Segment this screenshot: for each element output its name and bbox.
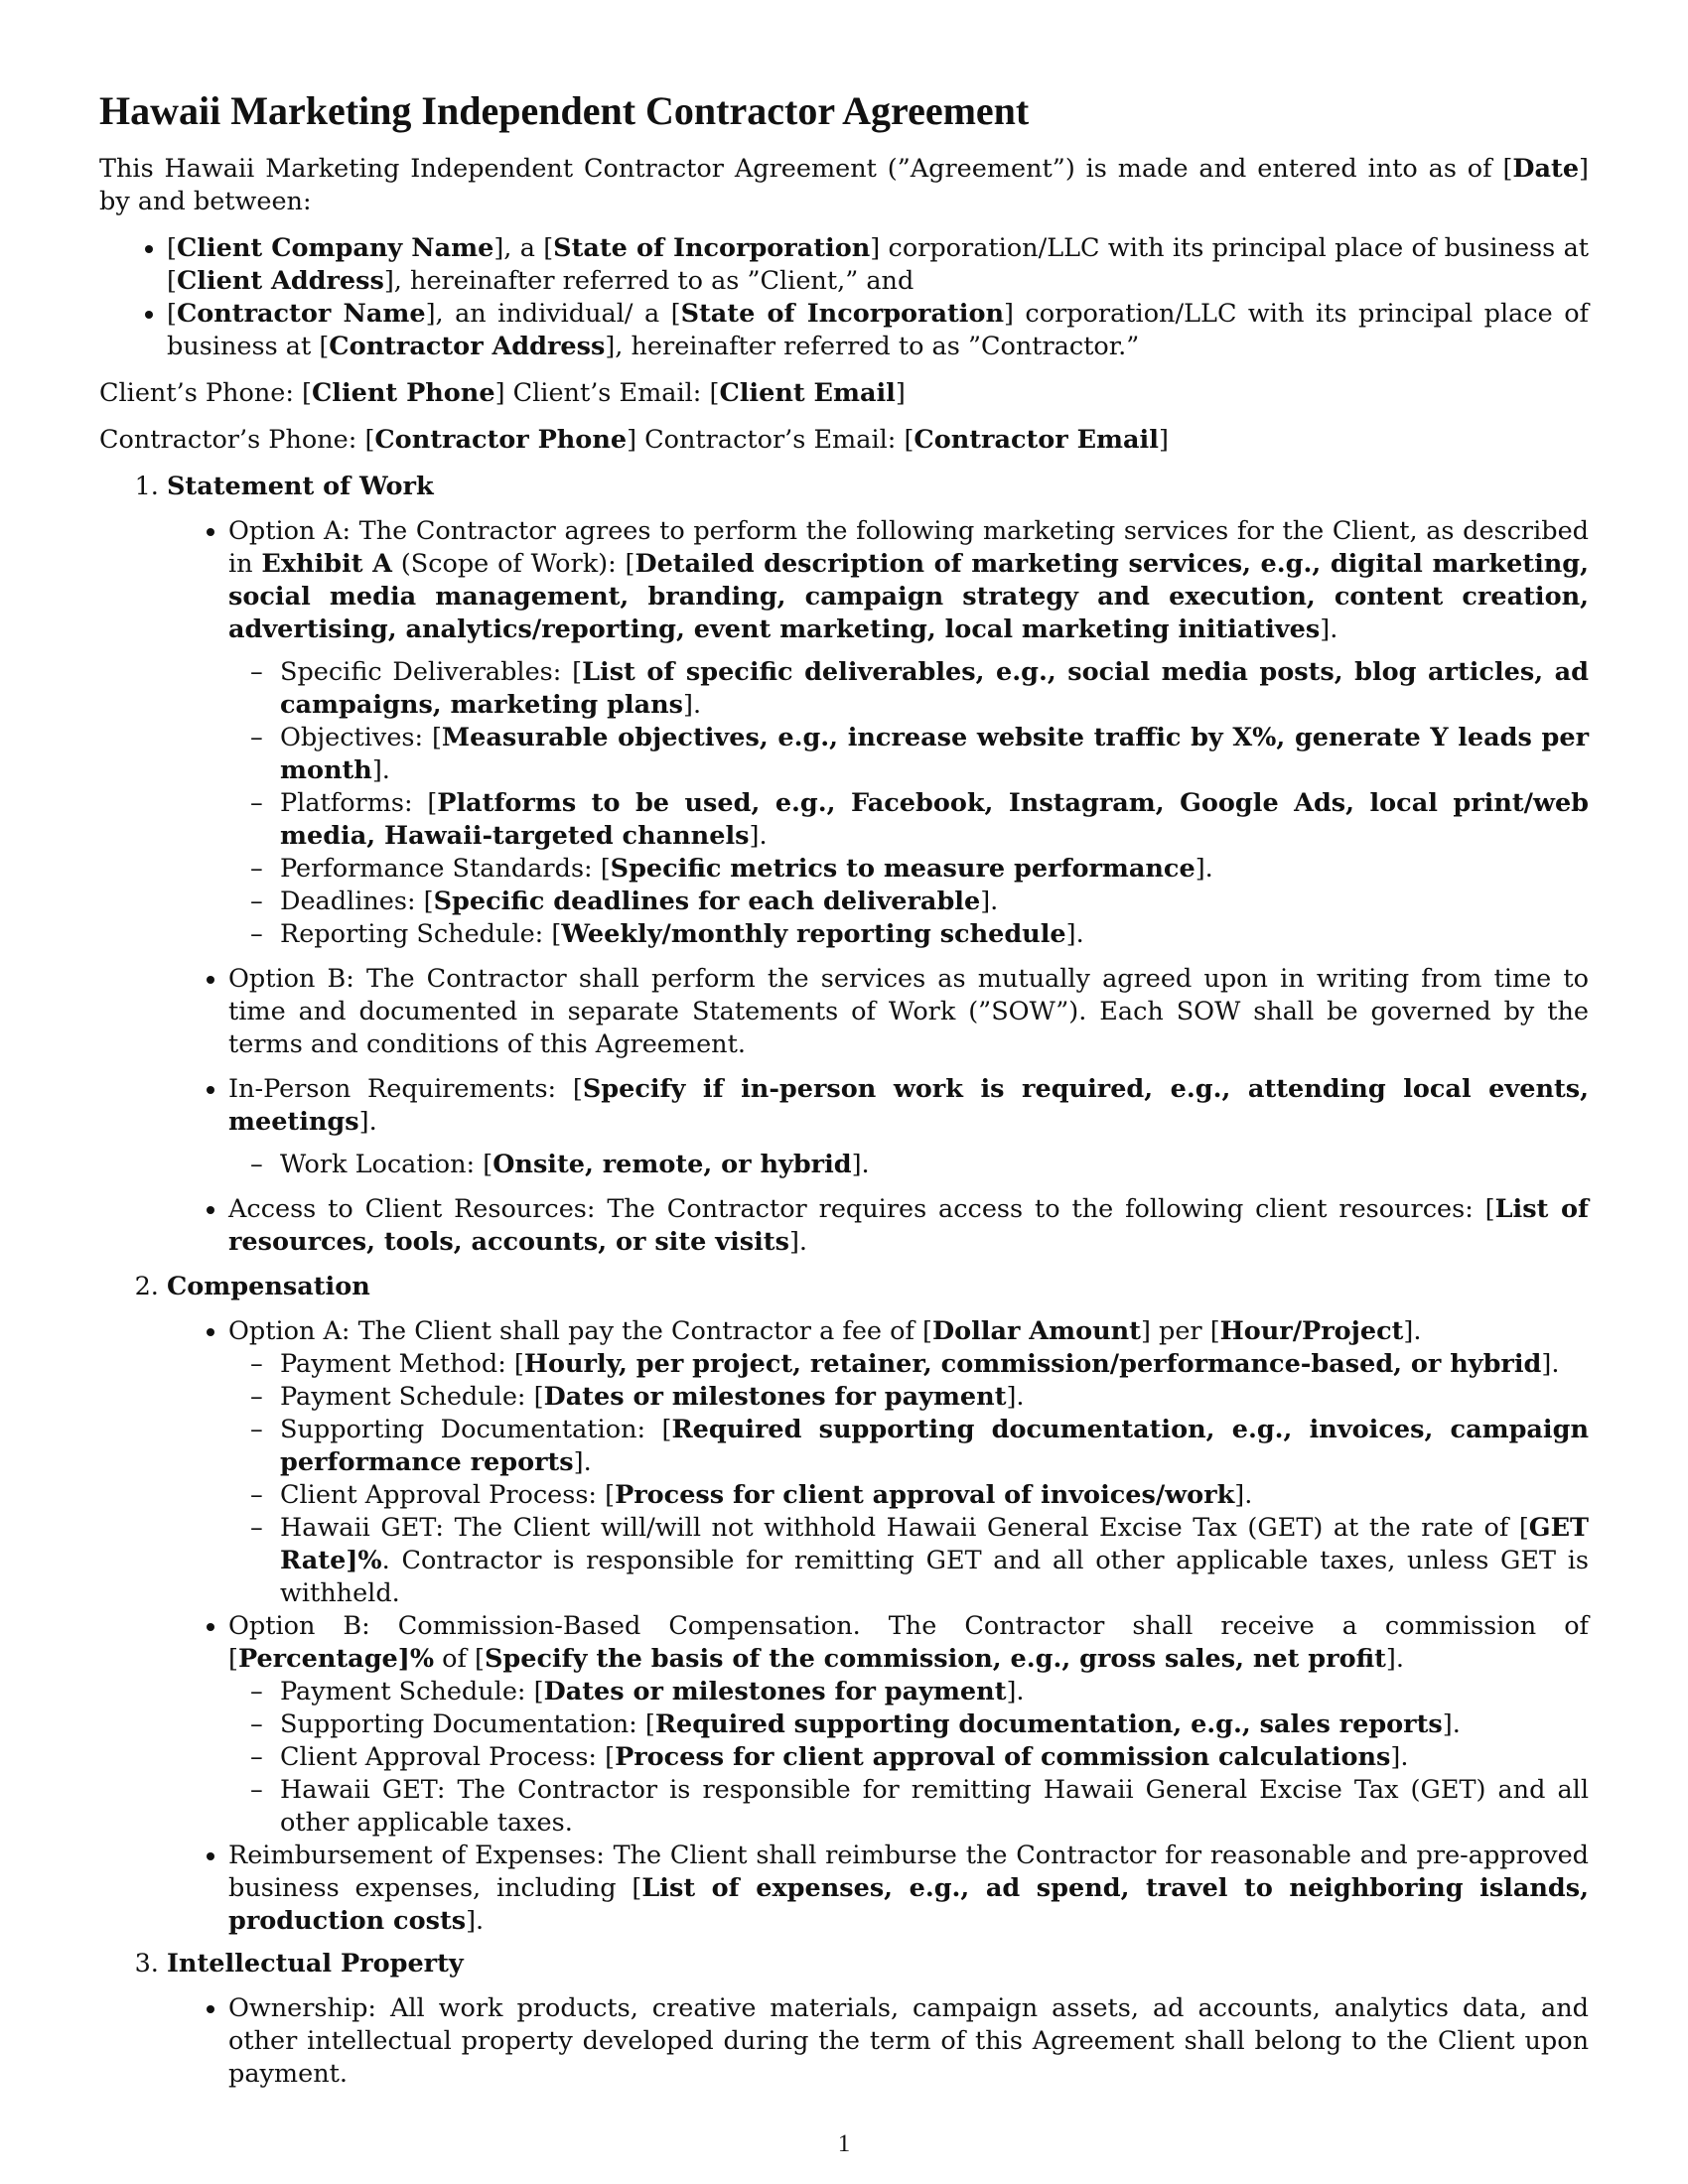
client-contact-line: Client’s Phone: [Client Phone] Client’s Email: [Client Email] [99,378,906,408]
document-page [99,87,1589,2103]
client-state-placeholder: State of Incorporation [553,233,871,263]
list-item: – Specific Deliverables: [List of specific deliverables, e.g., social media posts, blog articles, ad campaigns, marketing plans]. [280,656,1589,722]
party-contractor: • [Contractor Name], an individual/ a [State of Incorporation] corporation/LLC with its principal place of business at [Contractor Address], hereinafter referred to as ”Contractor.” [167,298,1589,363]
contractor-address-placeholder: Contractor Address [329,332,606,361]
section-statement-of-work [167,471,1589,1259]
compensation-option-b: • Option B: Commission-Based Compensation. The Contractor shall receive a commission of [Percentage]% of [Specify the basis of the commission, e.g., gross sales, net profit]. – Payment Schedule: [Dates or milestones for payment]. – Supporting Documentation: [Required supporting documentation, e.g., sales reports]. – Client Approval Process: [Process for client approval of commission calculations]. – Hawaii GET: The Contractor is responsible for remitting Hawaii General Excise Tax (GET) and all other applicable taxes. [228,1610,1589,1840]
parties-list [99,232,1589,363]
client-address-placeholder: Client Address [176,266,384,296]
option-b-details [228,1676,1589,1840]
page-number: 1 [837,2130,851,2157]
section-title: 2. Compensation [167,1272,370,1301]
list-item: – Hawaii GET: The Contractor is responsible for remitting Hawaii General Excise Tax (GET) and all other applicable taxes. [280,1774,1589,1840]
sow-option-a: • Option A: The Contractor agrees to perform the following marketing services for the Client, as described in Exhibit A (Scope of Work): [Detailed description of marketing services, e.g., digital marketing, social media management, branding, campaign strategy and execution, content creation, advertising, analytics/reporting, event marketing, local marketing initiatives]. – Specific Deliverables: [List of specific deliverables, e.g., social media posts, blog articles, ad campaigns, marketing plans]. – Objectives: [Measurable objectives, e.g., increase website traffic by X%, generate Y leads per month]. – Platforms: [Platforms to be used, e.g., Facebook, Instagram, Google Ads, local print/web media, Hawaii-targeted channels]. – Performance Standards: [Specific metrics to measure performance]. – Deadlines: [Specific deadlines for each deliverable]. – Reporting Schedule: [Weekly/monthly reporting schedule]. [228,515,1589,951]
list-item: – Reporting Schedule: [Weekly/monthly reporting schedule]. [280,918,1589,951]
list-item: – Supporting Documentation: [Required supporting documentation, e.g., invoices, campaign performance reports]. [280,1414,1589,1479]
contractor-email-placeholder: Contractor Email [914,425,1159,455]
list-item: – Payment Schedule: [Dates or milestones for payment]. [280,1676,1589,1708]
list-item: – Supporting Documentation: [Required supporting documentation, e.g., sales reports]. [280,1708,1589,1741]
list-item: – Platforms: [Platforms to be used, e.g., Facebook, Instagram, Google Ads, local print/web media, Hawaii-targeted channels]. [280,787,1589,853]
in-person-requirements: • In-Person Requirements: [Specify if in-person work is required, e.g., attending local events, meetings]. – Work Location: [Onsite, remote, or hybrid]. [228,1073,1589,1181]
expense-reimbursement: • Reimbursement of Expenses: The Client shall reimburse the Contractor for reasonable and pre-approved business expenses, including [List of expenses, e.g., ad spend, travel to neighboring islands, production costs]. [228,1840,1589,1938]
intro-text: This Hawaii Marketing Independent Contractor Agreement (”Agreement”) is made and entered into as of [ [99,154,1513,184]
contractor-name-placeholder: Contractor Name [176,299,426,329]
party-client: • [Client Company Name], a [State of Incorporation] corporation/LLC with its principal place of business at [Client Address], hereinafter referred to as ”Client,” and [167,232,1589,298]
client-name-placeholder: Client Company Name [176,233,494,263]
list-item: – Payment Method: [Hourly, per project, retainer, commission/performance-based, or hybrid]. [280,1348,1589,1381]
contractor-contact-line: Contractor’s Phone: [Contractor Phone] Contractor’s Email: [Contractor Email] [99,425,1169,455]
option-a-details [228,1348,1589,1610]
exhibit-reference: Exhibit A [261,549,392,579]
sow-details [228,656,1589,951]
section-intellectual-property [167,1948,1589,2091]
section-title: 1. Statement of Work [167,472,434,501]
ip-list [167,1992,1589,2091]
contractor-phone-placeholder: Contractor Phone [374,425,628,455]
intro-paragraph [99,153,1589,218]
list-item: – Client Approval Process: [Process for client approval of commission calculations]. [280,1741,1589,1774]
section-compensation [167,1271,1589,1938]
client-email-placeholder: Client Email [719,378,896,408]
compensation-option-a: • Option A: The Client shall pay the Contractor a fee of [Dollar Amount] per [Hour/Project]. – Payment Method: [Hourly, per project, retainer, commission/performance-based, or hybrid]. – Payment Schedule: [Dates or milestones for payment]. – Supporting Documentation: [Required supporting documentation, e.g., invoices, campaign performance reports]. – Client Approval Process: [Process for client approval of invoices/work]. – Hawaii GET: The Client will/will not withhold Hawaii General Excise Tax (GET) at the rate of [GET Rate]%. Contractor is responsible for remitting GET and all other applicable taxes, unless GET is withheld. [228,1315,1589,1610]
sections-list [99,471,1589,2091]
list-item: – Performance Standards: [Specific metrics to measure performance]. [280,853,1589,886]
work-location-list [228,1149,1589,1181]
contractor-state-placeholder: State of Incorporation [680,299,1004,329]
section-title: 3. Intellectual Property [167,1949,464,1979]
intro-text-end: ] by and between: [99,154,1589,216]
ip-ownership: • Ownership: All work products, creative materials, campaign assets, ad accounts, analytics data, and other intellectual property developed during the term of this Agreement shall belong to the Client upon payment. [228,1992,1589,2091]
services-placeholder: Detailed description of marketing services, e.g., digital marketing, social media management, branding, campaign strategy and execution, content creation, advertising, analytics/reporting, event marketing, local marketing initiatives [228,549,1590,644]
compensation-options [167,1315,1589,1938]
list-item: – Hawaii GET: The Client will/will not withhold Hawaii General Excise Tax (GET) at the rate of [GET Rate]%. Contractor is responsible for remitting GET and all other applicable taxes, unless GET is withheld. [280,1512,1589,1610]
list-item: – Objectives: [Measurable objectives, e.g., increase website traffic by X%, generate Y leads per month]. [280,722,1589,787]
client-phone-placeholder: Client Phone [311,378,495,408]
sow-options [167,515,1589,1259]
list-item: – Client Approval Process: [Process for client approval of invoices/work]. [280,1479,1589,1512]
document-title: Hawaii Marketing Independent Contractor Agreement [99,88,1030,133]
list-item: – Deadlines: [Specific deadlines for each deliverable]. [280,886,1589,918]
sow-option-b: • Option B: The Contractor shall perform the services as mutually agreed upon in writing from time to time and documented in separate Statements of Work (”SOW”). Each SOW shall be governed by the terms and conditions of this Agreement. [228,963,1589,1061]
list-item: – Payment Schedule: [Dates or milestones for payment]. [280,1381,1589,1414]
list-item: – Work Location: [Onsite, remote, or hybrid]. [280,1149,1589,1181]
date-placeholder: Date [1512,154,1580,184]
client-resources-access: • Access to Client Resources: The Contractor requires access to the following client resources: [List of resources, tools, accounts, or site visits]. [228,1193,1589,1259]
